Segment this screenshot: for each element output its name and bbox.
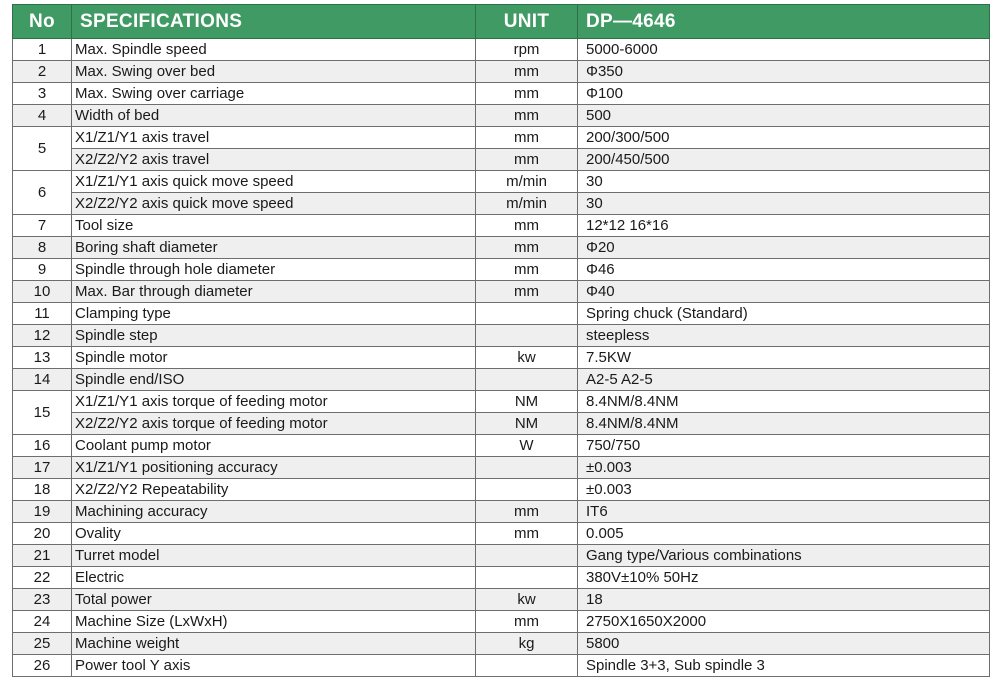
spec-name: X1/Z1/Y1 positioning accuracy xyxy=(72,457,476,479)
header-unit: UNIT xyxy=(476,5,578,39)
spec-value: 200/450/500 xyxy=(578,149,990,171)
header-no: No xyxy=(13,5,72,39)
spec-value: 5800 xyxy=(578,633,990,655)
table-row xyxy=(13,655,990,677)
spec-value: 7.5KW xyxy=(578,347,990,369)
spec-value: Φ350 xyxy=(578,61,990,83)
spec-unit: NM xyxy=(476,391,578,413)
table-row xyxy=(13,149,990,171)
spec-name: Tool size xyxy=(72,215,476,237)
spec-name: Max. Spindle speed xyxy=(72,39,476,61)
spec-value: Φ40 xyxy=(578,281,990,303)
row-number: 25 xyxy=(13,633,72,655)
table-row xyxy=(13,259,990,281)
row-number: 23 xyxy=(13,589,72,611)
row-number: 22 xyxy=(13,567,72,589)
header-specifications: SPECIFICATIONS xyxy=(72,5,476,39)
row-number: 12 xyxy=(13,325,72,347)
spec-name: X1/Z1/Y1 axis torque of feeding motor xyxy=(72,391,476,413)
spec-value: ±0.003 xyxy=(578,479,990,501)
spec-value: steepless xyxy=(578,325,990,347)
row-number: 19 xyxy=(13,501,72,523)
spec-name: Clamping type xyxy=(72,303,476,325)
spec-unit xyxy=(476,567,578,589)
row-number: 14 xyxy=(13,369,72,391)
row-number: 18 xyxy=(13,479,72,501)
spec-name: Max. Swing over bed xyxy=(72,61,476,83)
spec-unit xyxy=(476,369,578,391)
spec-name: Machine weight xyxy=(72,633,476,655)
table-row xyxy=(13,39,990,61)
spec-unit: mm xyxy=(476,501,578,523)
spec-name: Max. Bar through diameter xyxy=(72,281,476,303)
spec-unit xyxy=(476,303,578,325)
spec-value: 8.4NM/8.4NM xyxy=(578,413,990,435)
spec-name: Total power xyxy=(72,589,476,611)
spec-unit: W xyxy=(476,435,578,457)
spec-unit: m/min xyxy=(476,171,578,193)
spec-table-container xyxy=(12,4,990,677)
spec-value: 200/300/500 xyxy=(578,127,990,149)
spec-unit: mm xyxy=(476,61,578,83)
spec-unit xyxy=(476,655,578,677)
spec-unit: mm xyxy=(476,149,578,171)
spec-name: Electric xyxy=(72,567,476,589)
header-row xyxy=(13,5,990,39)
table-row xyxy=(13,501,990,523)
row-number: 26 xyxy=(13,655,72,677)
spec-unit xyxy=(476,325,578,347)
table-row xyxy=(13,303,990,325)
spec-unit xyxy=(476,457,578,479)
table-row xyxy=(13,171,990,193)
table-row xyxy=(13,391,990,413)
spec-name: X1/Z1/Y1 axis travel xyxy=(72,127,476,149)
row-number: 10 xyxy=(13,281,72,303)
spec-unit: kg xyxy=(476,633,578,655)
spec-name: X1/Z1/Y1 axis quick move speed xyxy=(72,171,476,193)
spec-name: Power tool Y axis xyxy=(72,655,476,677)
row-number: 2 xyxy=(13,61,72,83)
spec-unit: mm xyxy=(476,523,578,545)
table-row xyxy=(13,545,990,567)
spec-name: X2/Z2/Y2 axis quick move speed xyxy=(72,193,476,215)
spec-unit: mm xyxy=(476,259,578,281)
spec-value: Spindle 3+3, Sub spindle 3 xyxy=(578,655,990,677)
spec-name: Coolant pump motor xyxy=(72,435,476,457)
table-row xyxy=(13,567,990,589)
row-number: 7 xyxy=(13,215,72,237)
row-number: 17 xyxy=(13,457,72,479)
table-row xyxy=(13,105,990,127)
row-number: 8 xyxy=(13,237,72,259)
spec-name: X2/Z2/Y2 Repeatability xyxy=(72,479,476,501)
spec-name: X2/Z2/Y2 axis travel xyxy=(72,149,476,171)
spec-unit: mm xyxy=(476,83,578,105)
table-row xyxy=(13,347,990,369)
row-number: 9 xyxy=(13,259,72,281)
spec-name: Ovality xyxy=(72,523,476,545)
row-number: 1 xyxy=(13,39,72,61)
table-row xyxy=(13,457,990,479)
table-row xyxy=(13,61,990,83)
row-number: 24 xyxy=(13,611,72,633)
spec-value: 18 xyxy=(578,589,990,611)
row-number: 20 xyxy=(13,523,72,545)
spec-unit xyxy=(476,545,578,567)
table-row xyxy=(13,83,990,105)
table-header xyxy=(13,5,990,39)
spec-name: Width of bed xyxy=(72,105,476,127)
row-number: 13 xyxy=(13,347,72,369)
spec-name: Max. Swing over carriage xyxy=(72,83,476,105)
table-row xyxy=(13,589,990,611)
spec-name: Spindle through hole diameter xyxy=(72,259,476,281)
spec-value: 750/750 xyxy=(578,435,990,457)
row-number: 16 xyxy=(13,435,72,457)
spec-name: Machining accuracy xyxy=(72,501,476,523)
spec-value: Gang type/Various combinations xyxy=(578,545,990,567)
spec-unit: NM xyxy=(476,413,578,435)
spec-value: ±0.003 xyxy=(578,457,990,479)
table-row xyxy=(13,435,990,457)
table-row xyxy=(13,369,990,391)
spec-value: 8.4NM/8.4NM xyxy=(578,391,990,413)
header-model: DP—4646 xyxy=(578,5,990,39)
spec-unit xyxy=(476,479,578,501)
row-number: 6 xyxy=(13,171,72,215)
spec-name: Boring shaft diameter xyxy=(72,237,476,259)
spec-unit: mm xyxy=(476,237,578,259)
spec-value: Φ20 xyxy=(578,237,990,259)
spec-value: 30 xyxy=(578,171,990,193)
spec-unit: mm xyxy=(476,281,578,303)
row-number: 4 xyxy=(13,105,72,127)
table-row xyxy=(13,611,990,633)
spec-value: 12*12 16*16 xyxy=(578,215,990,237)
spec-name: Machine Size (LxWxH) xyxy=(72,611,476,633)
row-number: 15 xyxy=(13,391,72,435)
spec-value: A2-5 A2-5 xyxy=(578,369,990,391)
row-number: 5 xyxy=(13,127,72,171)
spec-value: Spring chuck (Standard) xyxy=(578,303,990,325)
row-number: 11 xyxy=(13,303,72,325)
spec-name: Spindle end/ISO xyxy=(72,369,476,391)
spec-unit: kw xyxy=(476,589,578,611)
specifications-table xyxy=(12,4,990,677)
spec-unit: mm xyxy=(476,215,578,237)
spec-value: 500 xyxy=(578,105,990,127)
table-row xyxy=(13,479,990,501)
spec-value: 380V±10% 50Hz xyxy=(578,567,990,589)
spec-value: 30 xyxy=(578,193,990,215)
table-row xyxy=(13,127,990,149)
spec-name: Spindle step xyxy=(72,325,476,347)
spec-name: Spindle motor xyxy=(72,347,476,369)
spec-unit: mm xyxy=(476,611,578,633)
table-row xyxy=(13,237,990,259)
table-row xyxy=(13,325,990,347)
table-body xyxy=(13,39,990,677)
table-row xyxy=(13,523,990,545)
spec-unit: mm xyxy=(476,105,578,127)
table-row xyxy=(13,413,990,435)
spec-value: 2750X1650X2000 xyxy=(578,611,990,633)
spec-unit: kw xyxy=(476,347,578,369)
spec-name: X2/Z2/Y2 axis torque of feeding motor xyxy=(72,413,476,435)
spec-unit: mm xyxy=(476,127,578,149)
spec-value: IT6 xyxy=(578,501,990,523)
spec-unit: rpm xyxy=(476,39,578,61)
spec-value: Φ46 xyxy=(578,259,990,281)
table-row xyxy=(13,633,990,655)
spec-name: Turret model xyxy=(72,545,476,567)
row-number: 3 xyxy=(13,83,72,105)
spec-unit: m/min xyxy=(476,193,578,215)
table-row xyxy=(13,193,990,215)
row-number: 21 xyxy=(13,545,72,567)
spec-value: 5000-6000 xyxy=(578,39,990,61)
table-row xyxy=(13,281,990,303)
spec-value: Φ100 xyxy=(578,83,990,105)
spec-value: 0.005 xyxy=(578,523,990,545)
table-row xyxy=(13,215,990,237)
